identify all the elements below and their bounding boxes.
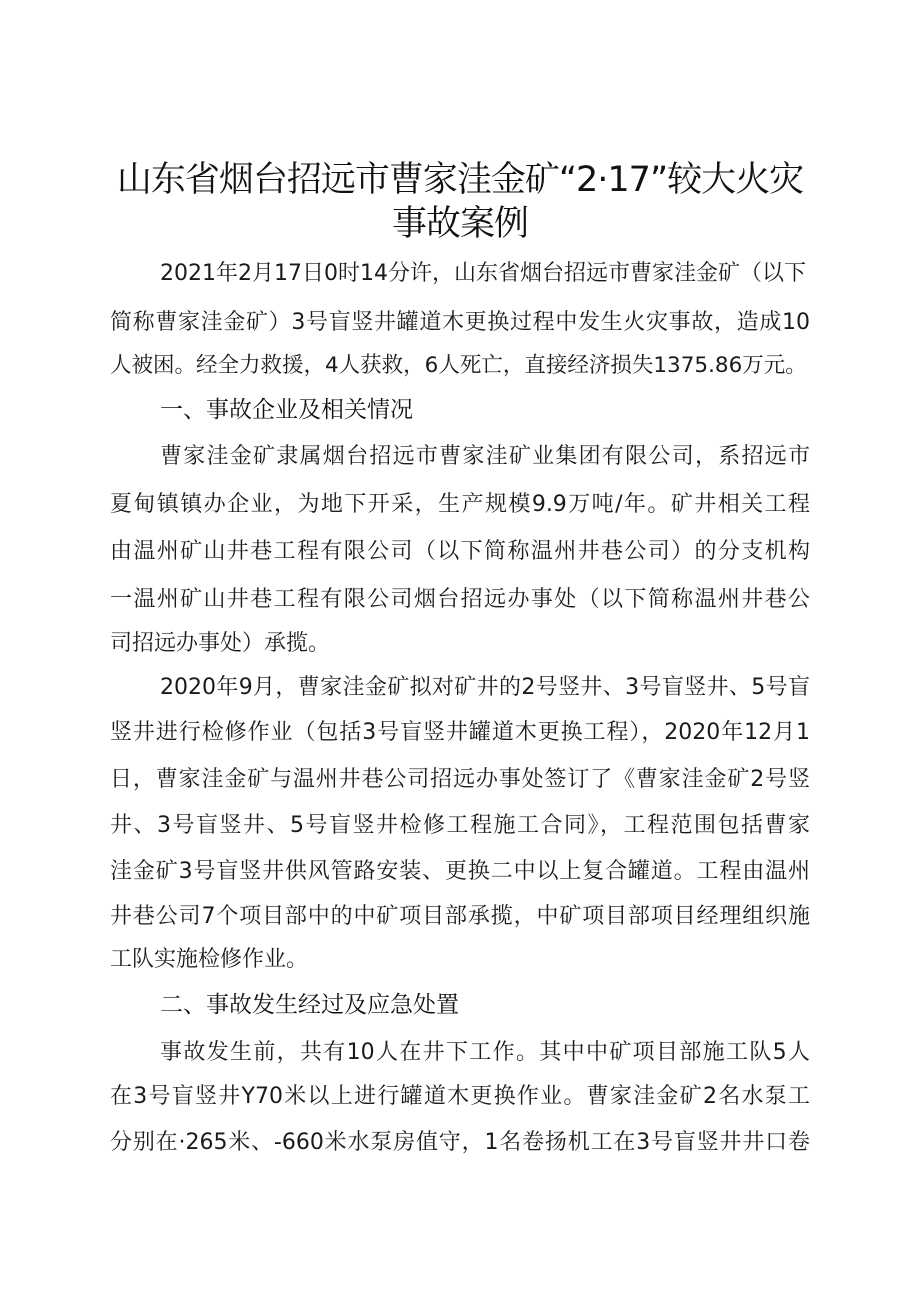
paragraph-line: 在3号盲竖井Y70米以上进行罐道木更换作业。曹家洼金矿2名水泵工 xyxy=(110,1084,810,1109)
paragraph-line: 分别在·265米、-660米水泵房值守，1名卷扬机工在3号盲竖井井口卷 xyxy=(110,1130,810,1155)
paragraph-line: 夏甸镇镇办企业，为地下开采，生产规模9.9万吨/年。矿井相关工程 xyxy=(110,492,810,517)
paragraph-line: 工队实施检修作业。 xyxy=(110,947,309,972)
section-heading: 一、事故企业及相关情况 xyxy=(160,397,413,423)
paragraph-line: 曹家洼金矿隶属烟台招远市曹家洼矿业集团有限公司，系招远市 xyxy=(160,444,810,469)
paragraph-line: 事故发生前，共有10人在井下工作。其中中矿项目部施工队5人 xyxy=(160,1040,810,1065)
document-title-line-2: 事故案例 xyxy=(391,204,528,244)
paragraph-line: 日，曹家洼金矿与温州井巷公司招远办事处签订了《曹家洼金矿2号竖 xyxy=(110,767,810,792)
paragraph-line: 井、3号盲竖井、5号盲竖井检修工程施工合同》，工程范围包括曹家 xyxy=(110,813,810,838)
paragraph-line: 人被困。经全力救援，4人获救，6人死亡，直接经济损失1375.86万元。 xyxy=(110,353,807,378)
paragraph-line: 洼金矿3号盲竖井供风管路安装、更换二中以上复合罐道。工程由温州 xyxy=(110,859,810,884)
paragraph-line: 由温州矿山井巷工程有限公司（以下简称温州井巷公司）的分支机构 xyxy=(110,539,810,564)
section-heading: 二、事故发生经过及应急处置 xyxy=(160,992,459,1018)
paragraph-line: 竖井进行检修作业（包括3号盲竖井罐道木更换工程），2020年12月1 xyxy=(110,720,810,745)
paragraph-line: 2020年9月，曹家洼金矿拟对矿井的2号竖井、3号盲竖井、5号盲 xyxy=(160,675,810,700)
paragraph-line: 简称曹家洼金矿）3号盲竖井罐道木更换过程中发生火灾事故，造成10 xyxy=(110,310,810,335)
paragraph-line: 2021年2月17日0时14分许，山东省烟台招远市曹家洼金矿（以下 xyxy=(160,261,806,286)
paragraph-line: 井巷公司7个项目部中的中矿项目部承揽，中矿项目部项目经理组织施 xyxy=(110,904,810,929)
paragraph-line: 司招远办事处）承揽。 xyxy=(110,631,331,656)
paragraph-line: 一温州矿山井巷工程有限公司烟台招远办事处（以下简称温州井巷公 xyxy=(110,587,810,612)
document-title-line-1: 山东省烟台招远市曹家洼金矿“2·17”较大火灾 xyxy=(116,160,804,200)
